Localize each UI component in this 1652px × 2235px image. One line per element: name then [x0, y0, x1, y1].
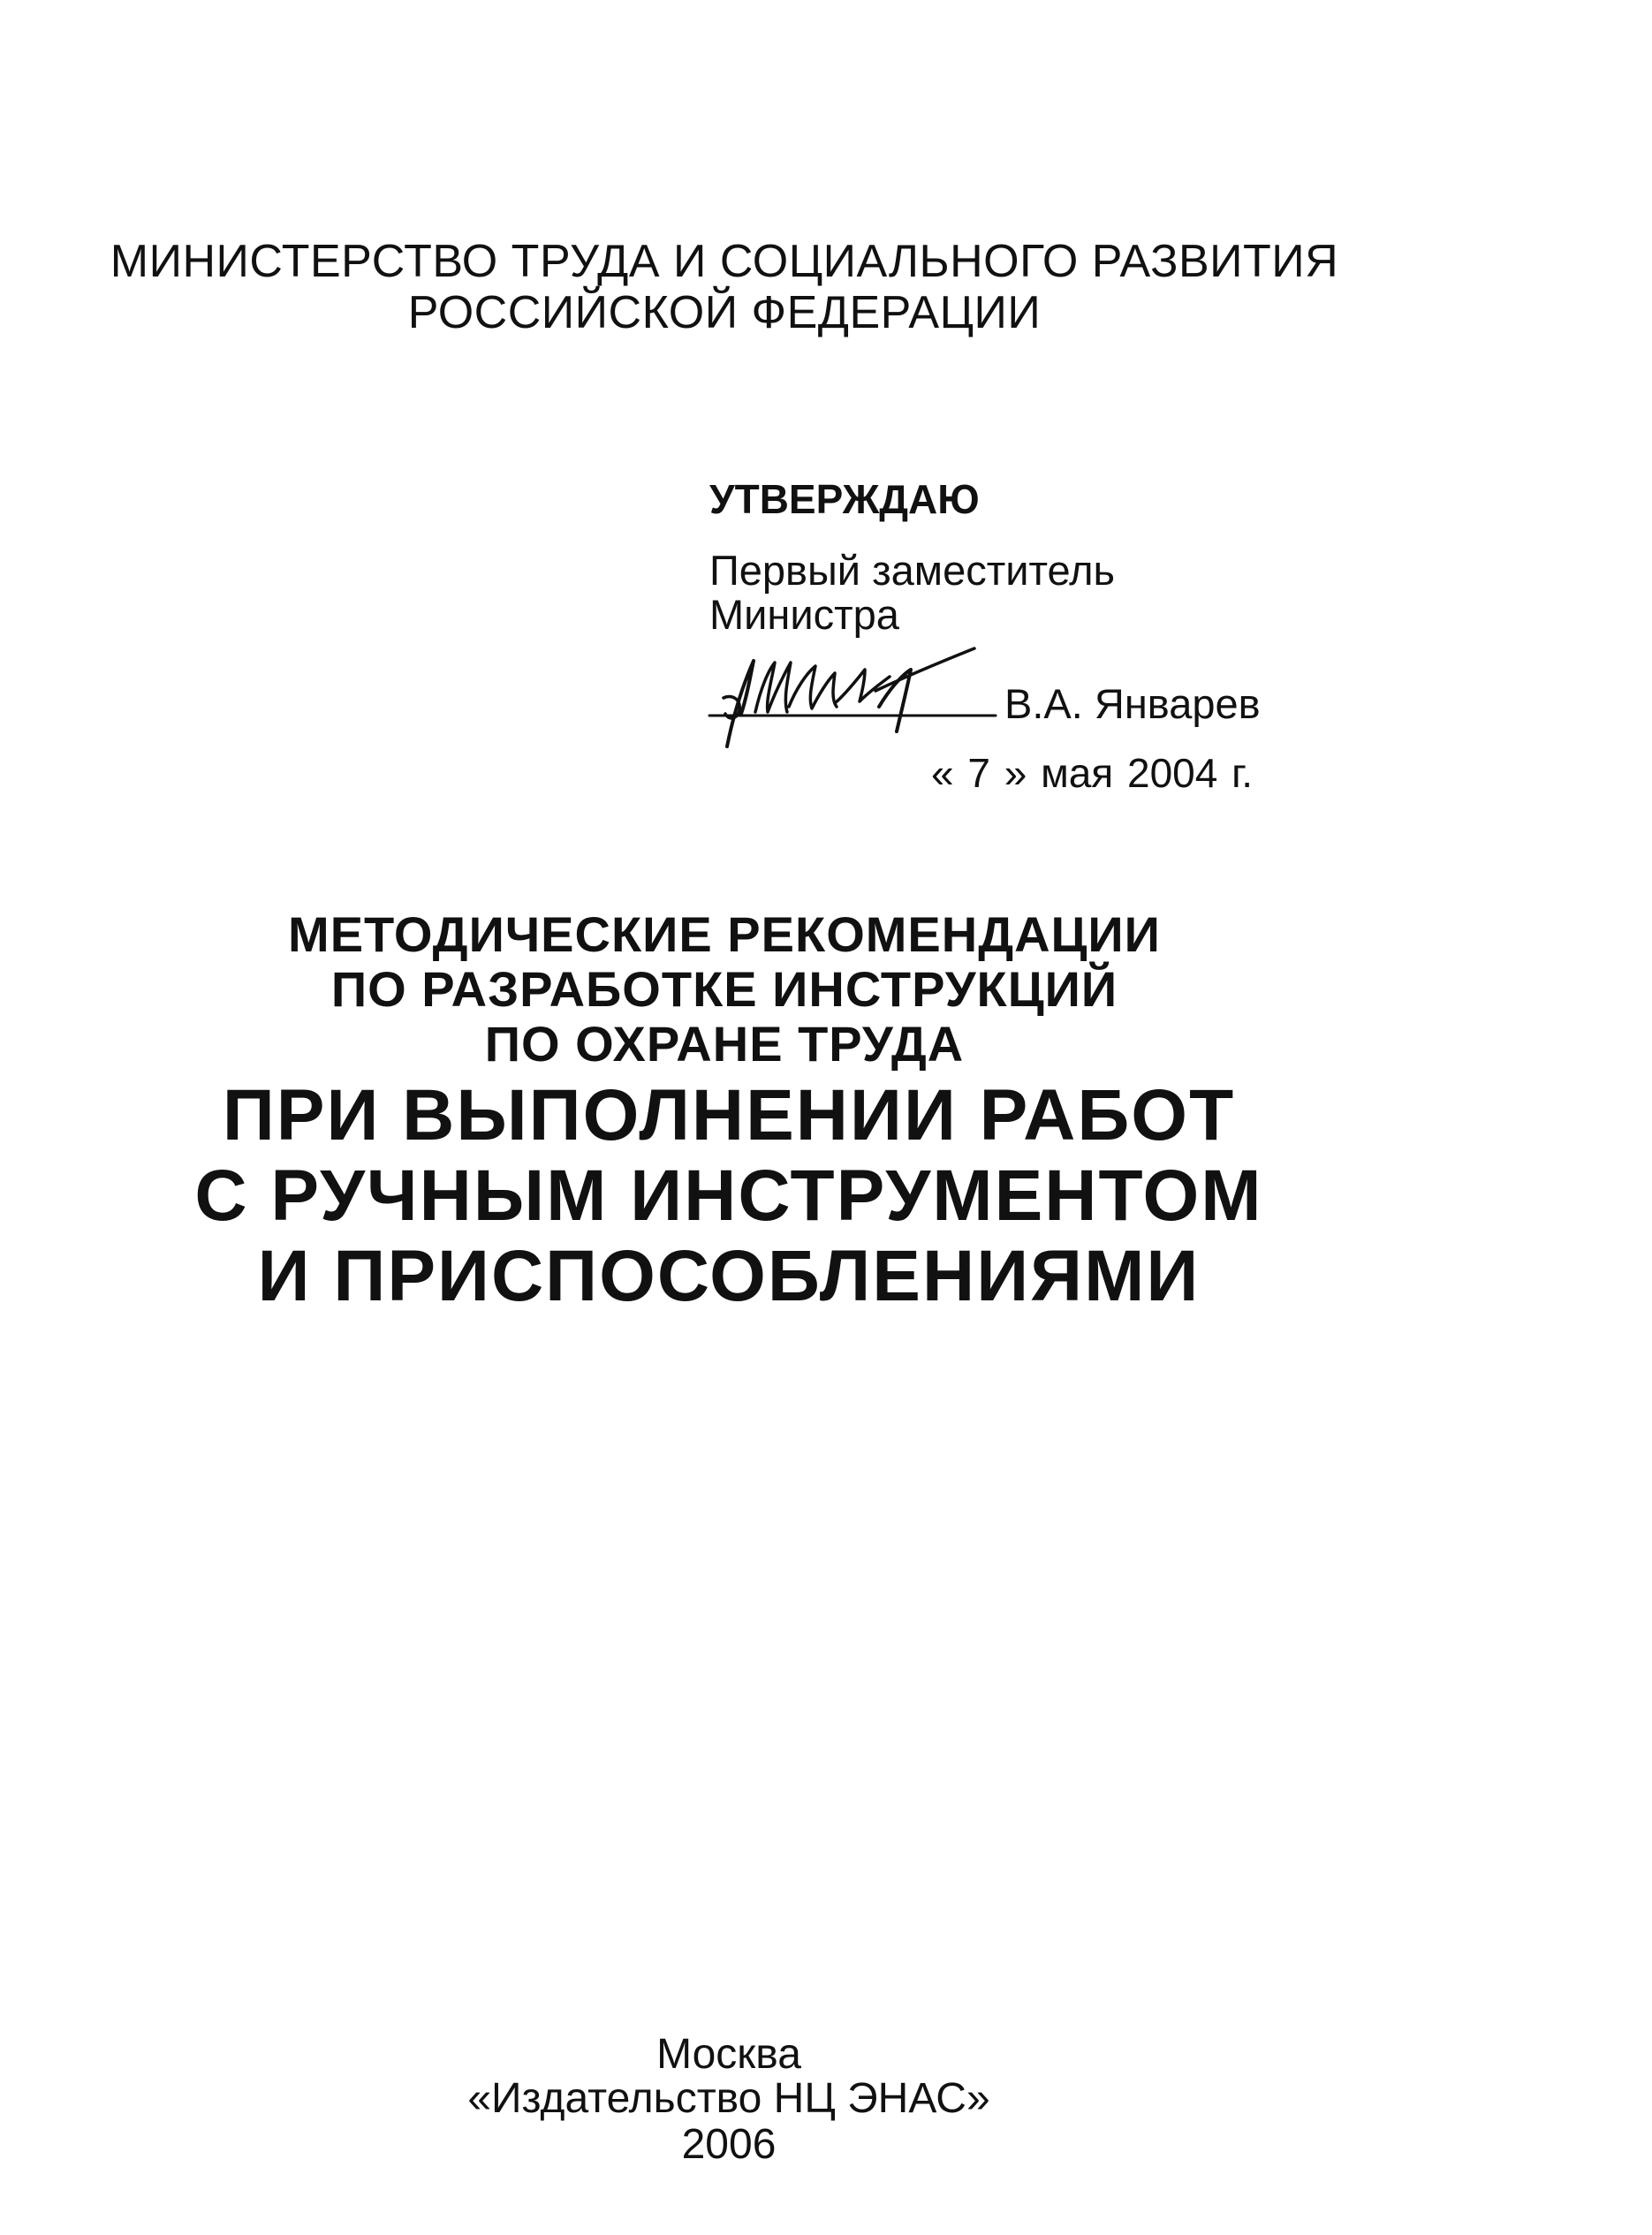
document-title-line-4: ПРИ ВЫПОЛНЕНИИ РАБОТ	[222, 1075, 1236, 1155]
document-title-line-5: С РУЧНЫМ ИНСТРУМЕНТОМ	[194, 1155, 1263, 1236]
document-title-line-3: ПО ОХРАНЕ ТРУДА	[484, 1016, 965, 1072]
imprint-publisher: «Издательство НЦ ЭНАС»	[467, 2075, 990, 2122]
document-title-line-1: МЕТОДИЧЕСКИЕ РЕКОМЕНДАЦИИ	[288, 906, 1161, 962]
ministry-name-line-2: РОССИЙСКОЙ ФЕДЕРАЦИИ	[407, 287, 1042, 338]
imprint-city: Москва	[656, 2031, 801, 2078]
document-title-line-6: И ПРИСПОСОБЛЕНИЯМИ	[257, 1236, 1201, 1316]
signatory-name: В.А. Январев	[1004, 680, 1261, 727]
approver-position-line-2: Министра	[709, 591, 899, 638]
document-title-line-2: ПО РАЗРАБОТКЕ ИНСТРУКЦИЙ	[330, 961, 1118, 1017]
approval-title: УТВЕРЖДАЮ	[709, 476, 980, 522]
imprint-year: 2006	[681, 2121, 777, 2168]
handwritten-signature	[702, 636, 1003, 751]
approval-date: « 7 » мая 2004 г.	[931, 750, 1254, 796]
ministry-name-line-1: МИНИСТЕРСТВО ТРУДА И СОЦИАЛЬНОГО РАЗВИТИЯ	[110, 236, 1339, 287]
approver-position-line-1: Первый заместитель	[709, 547, 1116, 594]
